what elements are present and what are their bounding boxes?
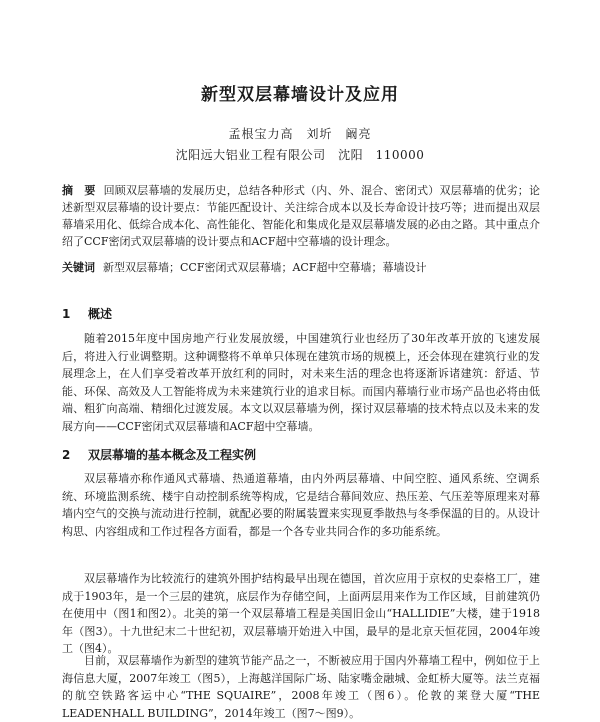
section-heading-1 xyxy=(62,305,112,322)
section-number-2: 2 xyxy=(62,448,71,462)
keywords-label: 关键词 xyxy=(62,261,95,274)
paper-authors: 孟根宝力高 刘圻 阚亮 xyxy=(228,127,372,141)
section-title-1: 概述 xyxy=(88,307,113,321)
section-heading-2 xyxy=(62,446,256,463)
section-title-2: 双层幕墙的基本概念及工程实例 xyxy=(88,448,257,462)
section-number-1: 1 xyxy=(62,307,71,321)
keywords xyxy=(62,259,540,276)
paragraph: 目前，双层幕墙作为新型的建筑节能产品之一，不断被应用于国内外幕墙工程中，例如位于上海信息大厦，2007年竣工（图5），上海越洋国际广场、陆家嘴金融城、金虹桥大厦等。法兰克福的航空铁路客运中心“THE SQUAIRE”，2008年竣工（图6）。伦敦的莱登大厦“THE LEADENHALL BUILDING”，2014年竣工（图7～图9）。 xyxy=(62,654,540,720)
paragraph: 双层幕墙作为比较流行的建筑外围护结构最早出现在德国，首次应用于京权的史泰格工厂，建成于1903年，是一个三层的建筑，底层作为存储空间，上面两层用来作为工作区域，目前建筑仍在使用中（图1和图2）。北美的第一个双层幕墙工程是美国旧金山“HALLIDIE”大楼，建于1918年（图3）。十九世纪末二十世纪初，双层幕墙开始进入中国，最早的是北京天恒花园，2004年竣工（图4）。 xyxy=(62,572,540,656)
paragraph: 随着2015年度中国房地产行业发展放缓，中国建筑行业也经历了30年改革开放的飞速发展后，将进入行业调整期。这种调整将不单单只体现在建筑市场的规模上，还会体现在建筑行业的发展理念上，在人们享受着改革开放红利的同时，对未来生活的理念也将逐渐诉诸建筑：舒适、节能、环保、高效及人工智能将成为未来建筑行业的追求目标。而国内幕墙行业市场产品也必将由低端、粗犷向高端、精细化过渡发展。本文以双层幕墙为例，探讨双层幕墙的技术特点以及未来的发展方向——CCF密闭式双层幕墙和ACF超中空幕墙。 xyxy=(62,332,540,433)
abstract-text: 回顾双层幕墙的发展历史，总结各种形式（内、外、混合、密闭式）双层幕墙的优劣；论述新型双层幕墙的设计要点：节能匹配设计、关注综合成本以及长寿命设计技巧等；进而提出双层幕墙采用化、低综合成本化、高性能化、智能化和集成化是双层幕墙发展的必由之路。其中重点介绍了CCF密闭式双层幕墙的设计要点和ACF超中空幕墙的设计理念。 xyxy=(62,184,541,248)
paragraph: 双层幕墙亦称作通风式幕墙、热通道幕墙，由内外两层幕墙、中间空腔、通风系统、空调系统、环境监测系统、楼宇自动控制系统等构成，它是结合幕间效应、热压差、气压差等原理来对幕墙内空气的交换与流动进行控制，就配必要的附属装置来实现夏季散热与冬季保温的目的。从设计构思、内容组成和工作过程各方面看，都是一个各专业共同合作的多功能系统。 xyxy=(62,472,540,538)
paper-title: 新型双层幕墙设计及应用 xyxy=(201,85,399,105)
keywords-text: 新型双层幕墙；CCF密闭式双层幕墙；ACF超中空幕墙；幕墙设计 xyxy=(103,261,427,274)
abstract-label: 摘 要 xyxy=(62,184,96,197)
paper-affiliation: 沈阳远大铝业工程有限公司 沈阳 110000 xyxy=(175,148,425,162)
abstract xyxy=(62,182,540,250)
